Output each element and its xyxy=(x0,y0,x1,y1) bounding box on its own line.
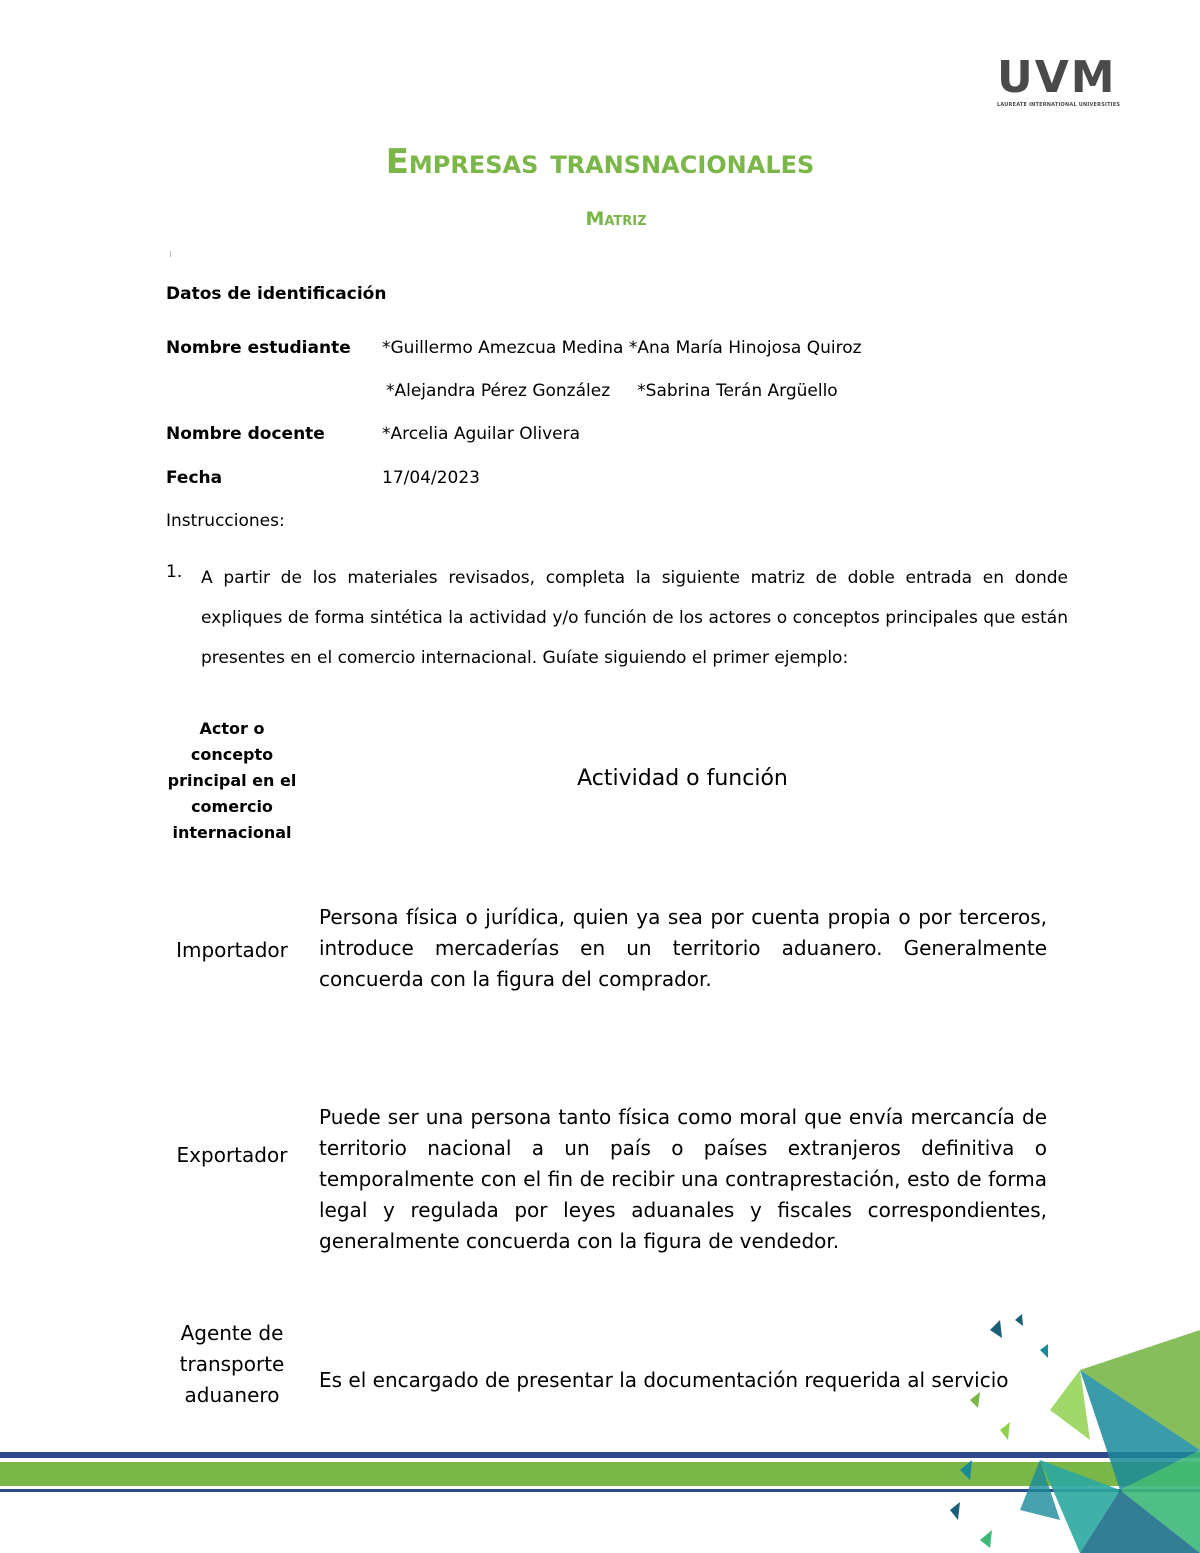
matrix-row-actor: Agente de transporte aduanero xyxy=(179,1321,285,1407)
date-value: 17/04/2023 xyxy=(382,468,480,488)
matrix-row-actor: Importador xyxy=(176,938,288,962)
identification-heading: Datos de identificación xyxy=(166,284,387,304)
instruction-text: A partir de los materiales revisados, completa la siguiente matriz de doble entrada en donde expliques de forma sintética la actividad y/o función de los actores o conceptos principales que están presentes en el comercio internacional. Guíate siguiendo el primer ejemplo: xyxy=(201,568,1068,668)
uvm-logo xyxy=(997,52,1121,108)
matrix-row-description: Puede ser una persona tanto física como moral que envía mercancía de territorio nacional a un país o países extranjeros definitiva o temporalmente con el fin de recibir una contraprestación, esto de forma legal y regulada por leyes aduanales y fiscales correspondientes, generalmente concuerda con la figura de vendedor. xyxy=(319,1105,1047,1253)
students-line-2: *Alejandra Pérez González *Sabrina Terán Argüello xyxy=(386,381,838,401)
matrix-row-description: Persona física o jurídica, quien ya sea por cuenta propia o por terceros, introduce mercaderías en un territorio aduanero. Generalmente concuerda con la figura del comprador. xyxy=(319,905,1047,991)
logo-text: UVM xyxy=(997,52,1117,103)
students-line-1: *Guillermo Amezcua Medina *Ana María Hinojosa Quiroz xyxy=(382,338,862,358)
teacher-label: Nombre docente xyxy=(166,424,325,444)
divider-mark xyxy=(170,251,171,257)
matrix-row-description: Es el encargado de presentar la documentación requerida al servicio xyxy=(319,1368,1009,1392)
matrix-header-actor: Actor o concepto principal en el comercio internacional xyxy=(167,719,297,842)
document-title: Empresas transnacionales xyxy=(385,142,815,182)
document-subtitle: Matriz xyxy=(585,208,647,230)
student-label: Nombre estudiante xyxy=(166,338,351,358)
instructions-label: Instrucciones: xyxy=(166,511,285,531)
teacher-value: *Arcelia Aguilar Olivera xyxy=(382,424,581,444)
instruction-number: 1. xyxy=(166,562,183,582)
logo-tagline: LAUREATE INTERNATIONAL UNIVERSITIES xyxy=(997,102,1121,108)
matrix-row-actor: Exportador xyxy=(176,1143,288,1167)
matrix-header-activity: Actividad o función xyxy=(577,766,788,791)
decorative-triangles-graphic xyxy=(930,1310,1200,1553)
date-label: Fecha xyxy=(166,468,223,488)
